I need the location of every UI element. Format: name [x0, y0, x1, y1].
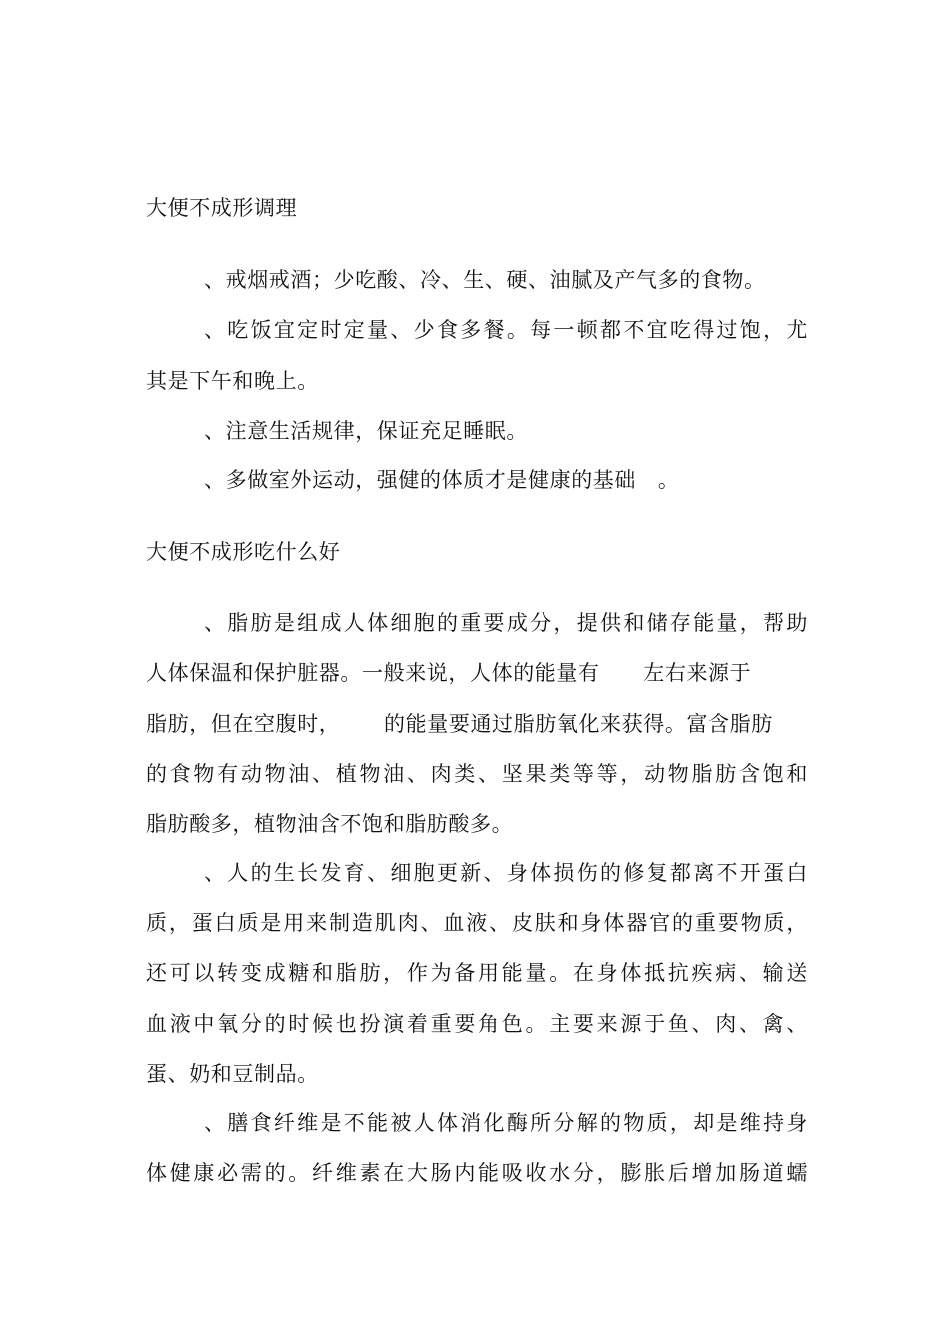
paragraph-line: 、膳食纤维是不能被人体消化酶所分解的物质，却是维持身: [204, 1111, 808, 1135]
paragraph-line: 脂肪酸多，植物油含不饱和脂肪酸多。: [146, 812, 514, 836]
paragraph-line: 脂肪，但在空腹时， 的能量要通过脂肪氧化来获得。富含脂肪: [146, 712, 773, 736]
paragraph-line: 人体保温和保护脏器。一般来说，人体的能量有 左右来源于: [146, 661, 752, 685]
paragraph-line: 还可以转变成糖和脂肪，作为备用能量。在身体抵抗疾病、输送: [146, 961, 808, 985]
paragraph-line: 、戒烟戒酒；少吃酸、冷、生、硬、油腻及产气多的食物。: [204, 268, 766, 292]
section-heading-conditioning: 大便不成形调理: [146, 196, 298, 220]
paragraph-line: 、脂肪是组成人体细胞的重要成分，提供和储存能量，帮助: [204, 611, 808, 635]
paragraph-line: 、注意生活规律，保证充足睡眠。: [204, 419, 528, 443]
paragraph-line: 血液中氧分的时候也扮演着重要角色。主要来源于鱼、肉、禽、: [146, 1012, 808, 1036]
paragraph-line: 体健康必需的。纤维素在大肠内能吸收水分，膨胀后增加肠道蠕: [146, 1161, 808, 1185]
paragraph-line: 其是下午和晚上。: [146, 369, 319, 393]
paragraph-line: 质，蛋白质是用来制造肌肉、血液、皮肤和身体器官的重要物质，: [146, 911, 808, 935]
paragraph-line: 、多做室外运动，强健的体质才是健康的基础 。: [204, 468, 680, 492]
paragraph-line: 蛋、奶和豆制品。: [146, 1062, 319, 1086]
paragraph-line: 、吃饭宜定时定量、少食多餐。每一顿都不宜吃得过饱，尤: [204, 318, 808, 342]
section-heading-what-to-eat: 大便不成形吃什么好: [146, 540, 341, 564]
paragraph-line: 、人的生长发育、细胞更新、身体损伤的修复都离不开蛋白: [204, 861, 808, 885]
paragraph-line: 的食物有动物油、植物油、肉类、坚果类等等，动物脂肪含饱和: [146, 762, 808, 786]
